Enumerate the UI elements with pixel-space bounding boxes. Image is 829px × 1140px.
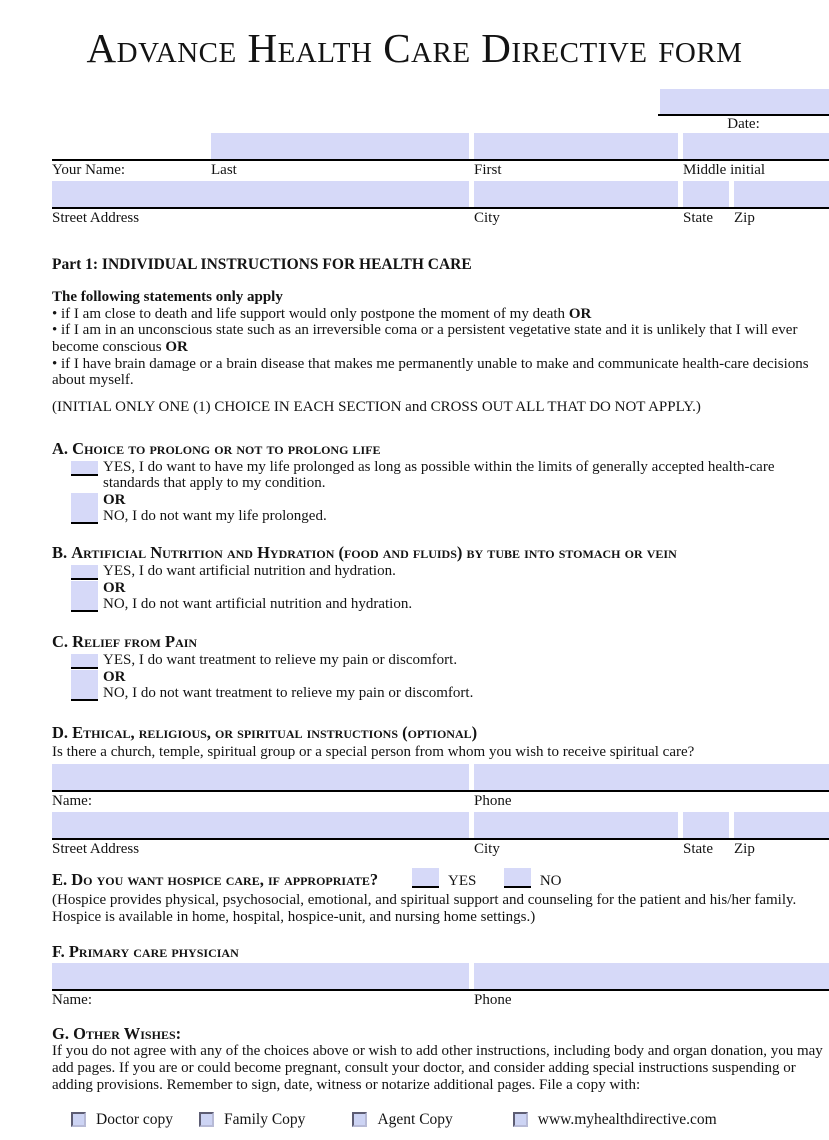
section-a-heading [52,440,829,457]
first-name-field[interactable] [474,133,678,159]
section-c-heading [52,633,829,650]
initial-instruction: (INITIAL ONLY ONE (1) CHOICE IN EACH SECTION and CROSS OUT ALL THAT DO NOT APPLY.) [52,398,701,415]
f-labels-row [52,991,829,1011]
last-name-field[interactable] [211,133,469,159]
section-d-letter: D. [52,722,69,742]
section-b-no-row [71,580,829,613]
a-yes-text: YES, I do want to have my life prolonged as long as possible within the limits of generally accepted health-care standards that apply to my condition. [103,458,775,492]
d-street-address-label: Street Address [52,840,140,857]
middle-initial-label: Middle initial [683,162,766,179]
your-name-label: Your Name: [52,162,126,179]
section-g-letter: G. [52,1024,69,1044]
first-label: First [474,162,502,179]
a-no-text: NO, I do not want my life prolonged. [103,508,327,525]
zip-label: Zip [734,210,755,227]
section-g-title: Other Wishes: [73,1024,182,1044]
intro-bullet-2: • if I am in an unconscious state such as an irreversible coma or a persistent vegetative state and it is unlikely that I will ever become conscious OR [52,322,798,356]
b-yes-text: YES, I do want artificial nutrition and hydration. [103,562,396,579]
section-f-letter: F. [52,942,65,962]
f-name-label: Name: [52,992,92,1009]
section-g-heading [52,1025,829,1042]
section-b-yes-row [71,563,829,580]
section-b-letter: B. [52,542,68,562]
part1-heading: Part 1: INDIVIDUAL INSTRUCTIONS FOR HEALTH CARE [52,256,472,274]
section-e-letter: E. [52,869,68,889]
d-zip-label: Zip [734,840,755,857]
section-c-letter: C. [52,631,69,651]
part1-intro [52,289,829,389]
section-e-row [52,868,829,890]
b-or-label: OR [103,579,126,596]
form-content [52,89,829,1129]
section-d-title: Ethical, religious, or spiritual instructions (optional) [72,722,478,742]
section-e-heading [52,870,382,889]
a-yes-initial-box[interactable] [71,461,98,476]
city-field[interactable] [474,181,678,207]
section-c-title: Relief from Pain [72,631,198,651]
section-a-yes-row [71,459,829,492]
middle-initial-field[interactable] [683,133,829,159]
d-street-address-field[interactable] [52,812,469,838]
a-no-initial-box[interactable] [71,493,98,524]
section-d-heading [52,724,829,741]
c-yes-initial-box[interactable] [71,654,98,669]
d-state-field[interactable] [683,812,729,838]
c-yes-text: YES, I do want treatment to relieve my pain or discomfort. [103,651,458,668]
page-title: Advance Health Care Directive form [86,25,743,71]
name-inputs-row [52,133,829,159]
intro-bullet-3: • if I have brain damage or a brain disease that makes me permanently unable to make and communicate health-care decisions about myself. [52,355,809,389]
b-yes-initial-box[interactable] [71,565,98,580]
section-b-title: Artificial Nutrition and Hydration (food and fluids) by tube into stomach or vein [71,542,677,562]
d-zip-field[interactable] [734,812,829,838]
hospice-yes-label: YES [447,872,477,889]
website-copy-label: www.myhealthdirective.com [537,1110,717,1128]
d-city-label: City [474,840,500,857]
c-no-text: NO, I do not want treatment to relieve my pain or discomfort. [103,685,474,702]
hospice-no-initial-box[interactable] [504,868,531,888]
b-no-text: NO, I do not want artificial nutrition and hydration. [103,596,413,613]
g-paragraph: If you do not agree with any of the choices above or wish to add other instructions, including body and organ donation, you may add pages. If you are or could become pregnant, consult your doctor, and consider adding special instructions suspending or adding provisions. Remember to sign, date, witness or notarize additional pages. File a copy with: [52,1043,823,1094]
family-copy-label: Family Copy [224,1110,306,1128]
city-label: City [474,210,500,227]
c-or-label: OR [103,668,126,685]
hospice-note: (Hospice provides physical, psychosocial, emotional, and spiritual support and counseling for the patient and his/her family. Hospice is available in home, hospital, hospice-unit, and nursing home settings.) [52,891,797,925]
street-address-field[interactable] [52,181,469,207]
file-copy-row [71,1111,829,1129]
doctor-copy-checkbox[interactable] [71,1112,86,1127]
last-label: Last [211,162,237,179]
state-field[interactable] [683,181,729,207]
street-address-label: Street Address [52,210,140,227]
section-f-heading [52,943,829,960]
f-phone-label: Phone [474,992,512,1009]
d-phone-field[interactable] [474,764,829,790]
address-inputs-row [52,181,829,207]
state-label: State [683,210,713,227]
name-labels-row [52,161,829,181]
date-field-wrap [658,89,829,116]
family-copy-checkbox[interactable] [199,1112,214,1127]
agent-copy-checkbox[interactable] [352,1112,367,1127]
address-labels-row [52,209,829,229]
f-name-field[interactable] [52,963,469,989]
d-name-inputs-row [52,764,829,790]
b-no-initial-box[interactable] [71,581,98,612]
d-state-label: State [683,840,713,857]
section-a-no-row [71,492,829,525]
date-field[interactable] [660,89,829,114]
hospice-no-label: NO [539,872,562,889]
c-no-initial-box[interactable] [71,670,98,701]
d-question: Is there a church, temple, spiritual group or a special person from whom you wish to receive spiritual care? [52,743,695,760]
zip-field[interactable] [734,181,829,207]
d-address-inputs-row [52,812,829,838]
section-a-title: Choice to prolong or not to prolong life [72,438,381,458]
d-city-field[interactable] [474,812,678,838]
date-label: Date: [727,116,760,133]
intro-bullet-1: • if I am close to death and life support would only postpone the moment of my death OR [52,305,592,322]
f-phone-field[interactable] [474,963,829,989]
a-or-label: OR [103,491,126,508]
section-e-title: Do you want hospice care, if appropriate? [71,869,379,889]
section-f-title: Primary care physician [68,942,239,962]
d-name-label: Name: [52,792,92,809]
section-c-yes-row [71,652,829,669]
intro-heading: The following statements only apply [52,289,283,306]
section-a-letter: A. [52,438,69,458]
d-address-labels-row [52,840,829,860]
website-copy-checkbox[interactable] [513,1112,528,1127]
hospice-yes-initial-box[interactable] [412,868,439,888]
doctor-copy-label: Doctor copy [96,1110,174,1128]
d-name-labels-row [52,792,829,812]
agent-copy-label: Agent Copy [377,1110,453,1128]
d-phone-label: Phone [474,792,512,809]
d-name-field[interactable] [52,764,469,790]
section-b-heading [52,544,829,561]
f-inputs-row [52,963,829,989]
section-c-no-row [71,669,829,702]
